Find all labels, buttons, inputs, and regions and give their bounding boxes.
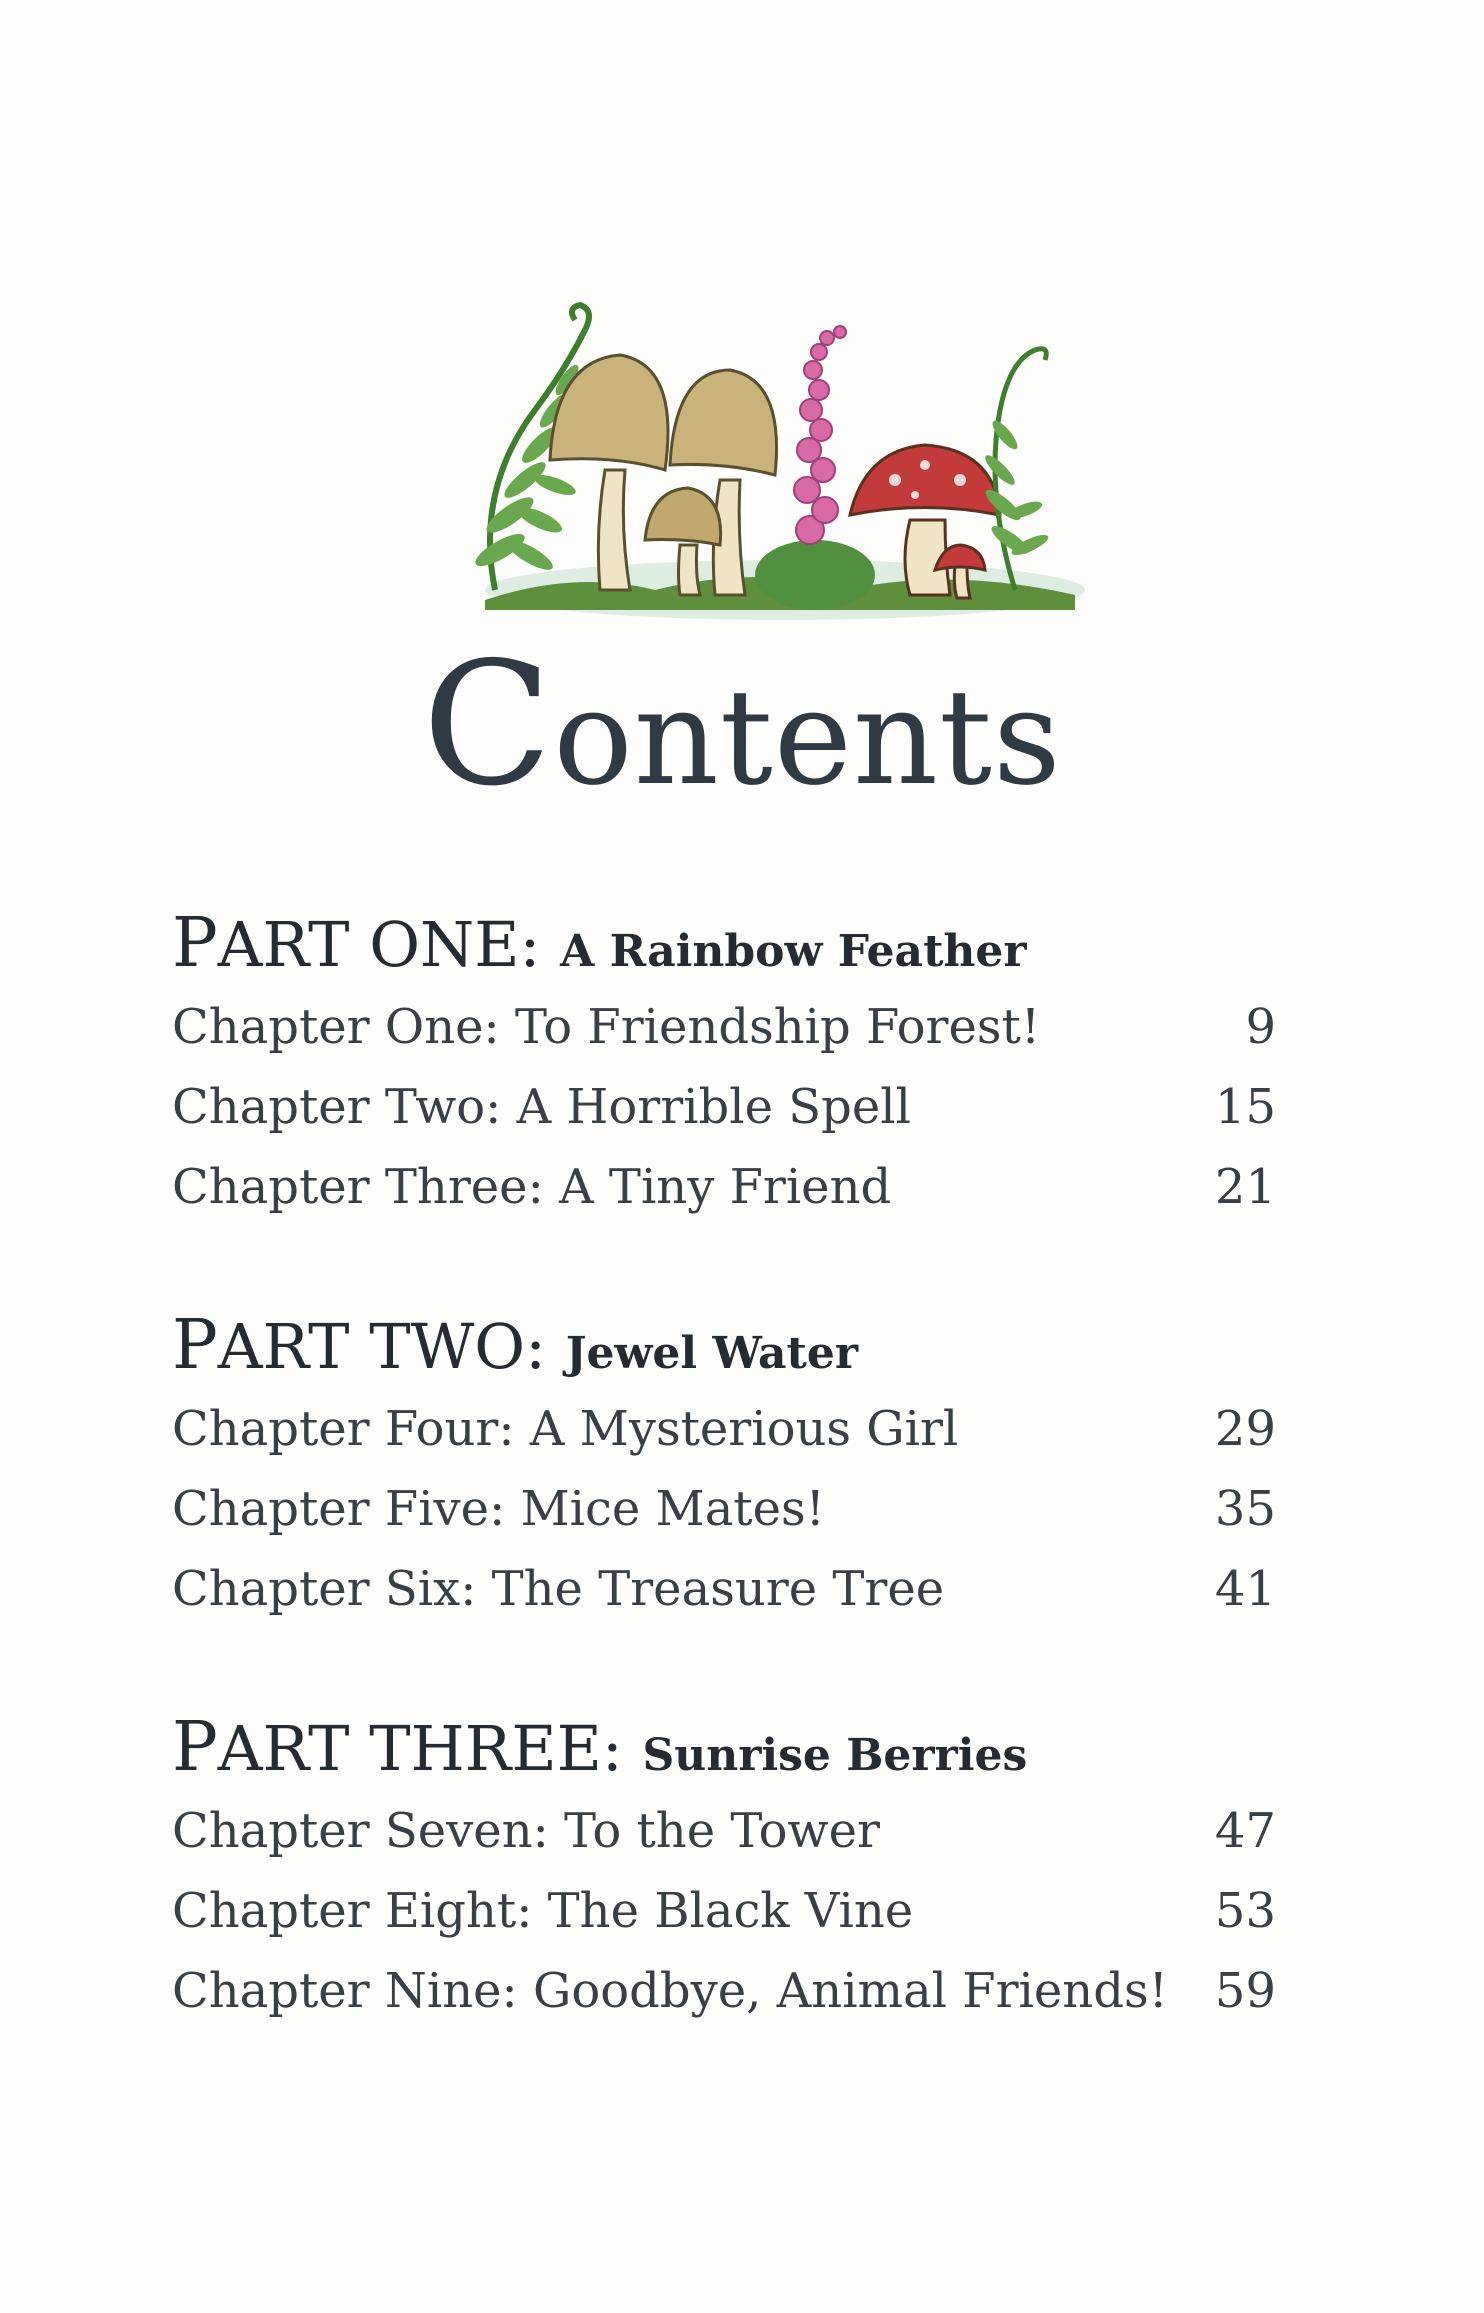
chapter-page: 21 [1214, 1159, 1276, 1215]
chapter-page: 15 [1214, 1079, 1276, 1135]
toc-entry[interactable] [172, 1156, 1276, 1218]
chapter-title: Chapter Eight: The Black Vine [172, 1883, 914, 1939]
toc-entry[interactable] [172, 996, 1276, 1058]
toc-entry[interactable] [172, 1880, 1276, 1942]
part-subtitle: Jewel Water [565, 1328, 859, 1379]
chapter-page: 59 [1214, 1963, 1276, 2019]
chapter-title: Chapter Seven: To the Tower [172, 1803, 880, 1859]
part-label-a: ART [217, 908, 350, 981]
toc-entry[interactable] [172, 1558, 1276, 1620]
chapter-title: Chapter Three: A Tiny Friend [172, 1159, 892, 1215]
chapter-title: Chapter Nine: Goodbye, Animal Friends! [172, 1963, 1168, 2019]
part-subtitle: A Rainbow Feather [560, 926, 1027, 977]
toc-entry[interactable] [172, 1076, 1276, 1138]
part-label-a: ART [217, 1712, 350, 1785]
chapter-title: Chapter One: To Friendship Forest! [172, 999, 1041, 1055]
part-label-a: ART [217, 1310, 350, 1383]
chapter-page: 9 [1245, 999, 1276, 1055]
toc-entry[interactable] [172, 1398, 1276, 1460]
part-heading: PART TWO: Jewel Water [172, 1306, 859, 1385]
toc-entry[interactable] [172, 1800, 1276, 1862]
chapter-title: Chapter Six: The Treasure Tree [172, 1561, 945, 1617]
page-title: Contents [422, 626, 1062, 824]
part-heading: PART THREE: Sunrise Berries [172, 1708, 1028, 1787]
toc-entry[interactable] [172, 1478, 1276, 1540]
chapter-page: 47 [1214, 1803, 1276, 1859]
part-subtitle: Sunrise Berries [642, 1730, 1028, 1781]
chapter-page: 29 [1214, 1401, 1276, 1457]
toc-entry[interactable] [172, 1960, 1276, 2022]
chapter-page: 35 [1214, 1481, 1276, 1537]
chapter-page: 41 [1214, 1561, 1276, 1617]
chapter-page: 53 [1214, 1883, 1276, 1939]
part-label-b: TWO: [369, 1310, 547, 1383]
part-heading: PART ONE: A Rainbow Feather [172, 904, 1027, 983]
chapter-title: Chapter Two: A Horrible Spell [172, 1079, 911, 1135]
part-label-b: ONE: [369, 908, 541, 981]
chapter-title: Chapter Four: A Mysterious Girl [172, 1401, 959, 1457]
chapter-title: Chapter Five: Mice Mates! [172, 1481, 825, 1537]
mushroom-illustration [455, 290, 1115, 650]
part-label-b: THREE: [369, 1712, 623, 1785]
